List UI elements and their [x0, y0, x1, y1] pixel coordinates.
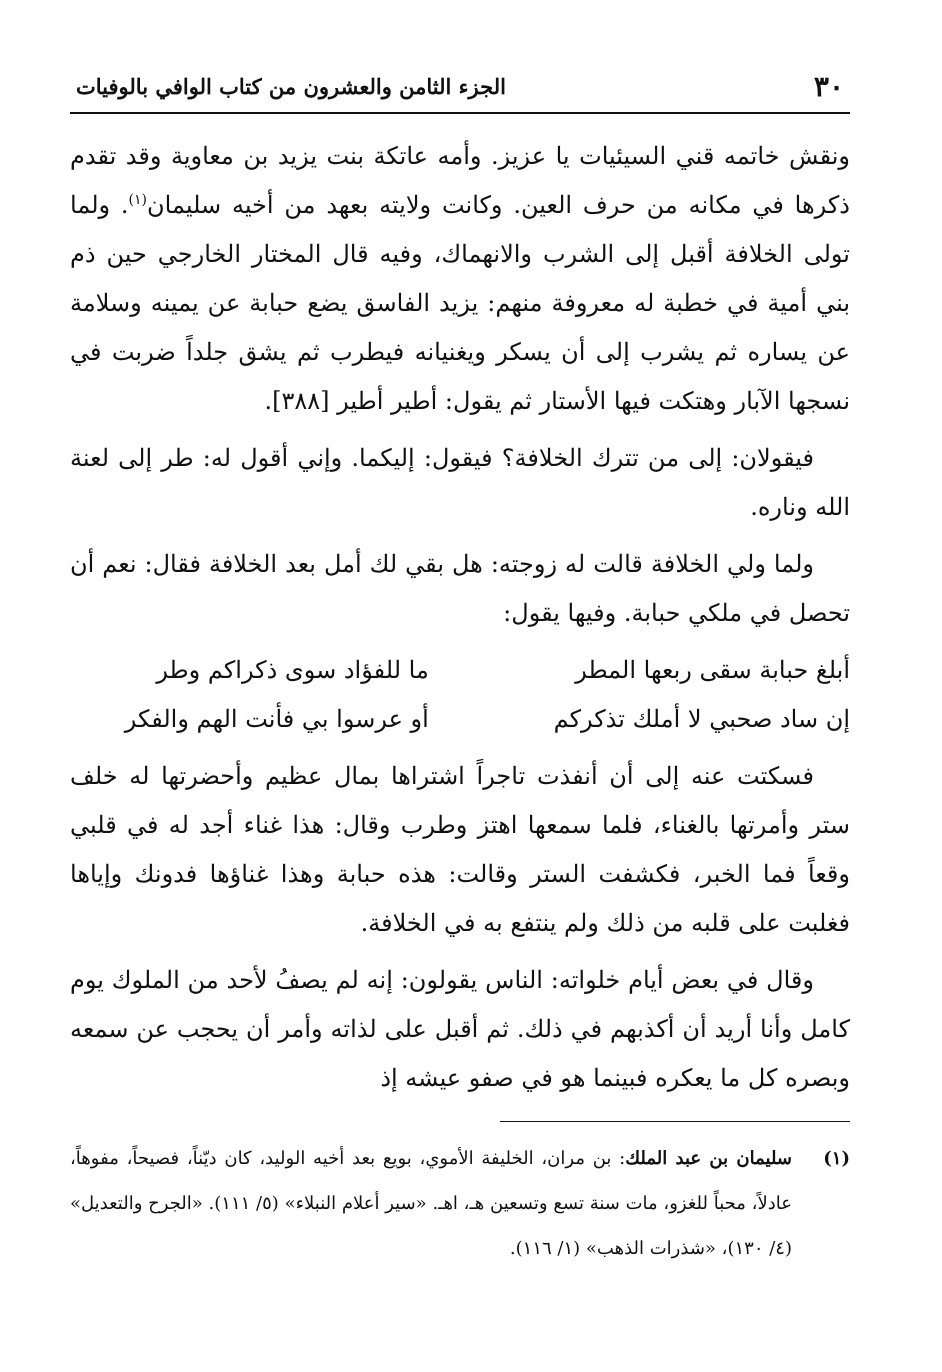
paragraph-1-text-b: . ولما تولى الخلافة أقبل إلى الشرب والانهماك، وفيه قال المختار الخارجي حين ذم بني أمية في خطبة له معروفة منهم: يزيد الفاسق يضع حبابة عن يمينه وسلامة عن يساره ثم يشرب إلى أن يسكر ويغنيانه فيطرب ثم يشق جلداً ضربت في نسجها الآبار وهتكت فيها الأستار ثم يقول: أطير أطير [٣٨٨].: [70, 191, 850, 415]
poem-verse: [70, 646, 850, 695]
paragraph-5: وقال في بعض أيام خلواته: الناس يقولون: إنه لم يصفُ لأحد من الملوك يوم كامل وأنا أريد أن أكذبهم في ذلك. ثم أقبل على لذاته وأمر أن يحجب عن سمعه وبصره كل ما يعكره فبينما هو في صفو عيشه إذ: [70, 966, 850, 1092]
running-title: الجزء الثامن والعشرون من كتاب الوافي بالوفيات: [76, 74, 506, 99]
footnote-marker: (١): [823, 1148, 850, 1169]
paragraph-2: فيقولان: إلى من تترك الخلافة؟ فيقول: إليكما. وإني أقول له: طر إلى لعنة الله وناره.: [70, 444, 850, 521]
poem-second-hemistich: أو عرسوا بي فأنت الهم والفكر: [124, 705, 429, 733]
page-number: ٣٠: [813, 70, 844, 103]
footnote-heading: سليمان بن عبد الملك: [625, 1148, 792, 1169]
main-text: [70, 132, 850, 1103]
poem-first-hemistich: إن ساد صحبي لا أملك تذكركم: [553, 705, 850, 733]
paragraph-1-text-a: ونقش خاتمه قني السيئيات يا عزيز. وأمه عاتكة بنت يزيد بن معاوية وقد تقدم ذكرها في مكانه من حرف العين. وكانت ولايته بعهد من أخيه سليمان: [70, 142, 850, 219]
poem-second-hemistich: ما للفؤاد سوى ذكراكم وطر: [156, 656, 429, 684]
page-header: [70, 58, 850, 114]
poem-first-hemistich: أبلغ حبابة سقى ربعها المطر: [575, 656, 850, 684]
footnote: [70, 1136, 850, 1271]
paragraph-1: [70, 132, 850, 426]
poem-verse: [70, 695, 850, 744]
footnote-divider: [500, 1121, 850, 1122]
paragraph-3: ولما ولي الخلافة قالت له زوجته: هل بقي لك أمل بعد الخلافة فقال: نعم أن تحصل في ملكي حبابة. وفيها يقول:: [70, 550, 850, 627]
footnote-body: [70, 1136, 792, 1271]
paragraph-4: فسكتت عنه إلى أن أنفذت تاجراً اشتراها بمال عظيم وأحضرتها له خلف ستر وأمرتها بالغناء، فلما سمعها اهتز وطرب وقال: هذا غناء أجد له في قلبي وقعاً فما الخبر، فكشفت الستر وقالت: هذه حبابة وهذا غناؤها فدونك وإياها فغلبت على قلبه من ذلك ولم ينتفع به في الخلافة.: [70, 762, 850, 937]
poem: [70, 646, 850, 744]
footnote-text: : بن مران، الخليفة الأموي، بويع بعد أخيه الوليد، كان ديّناً، فصيحاً، مفوهاً، عادلاً، محباً للغزو، مات سنة تسع وتسعين هـ، اهـ. «سير أعلام النبلاء» (٥/ ١١١). «الجرح والتعديل» (٤/ ١٣٠)، «شذرات الذهب» (١/ ١١٦).: [70, 1148, 792, 1259]
book-page: [70, 58, 850, 1348]
footnote-reference: (١): [128, 192, 148, 208]
